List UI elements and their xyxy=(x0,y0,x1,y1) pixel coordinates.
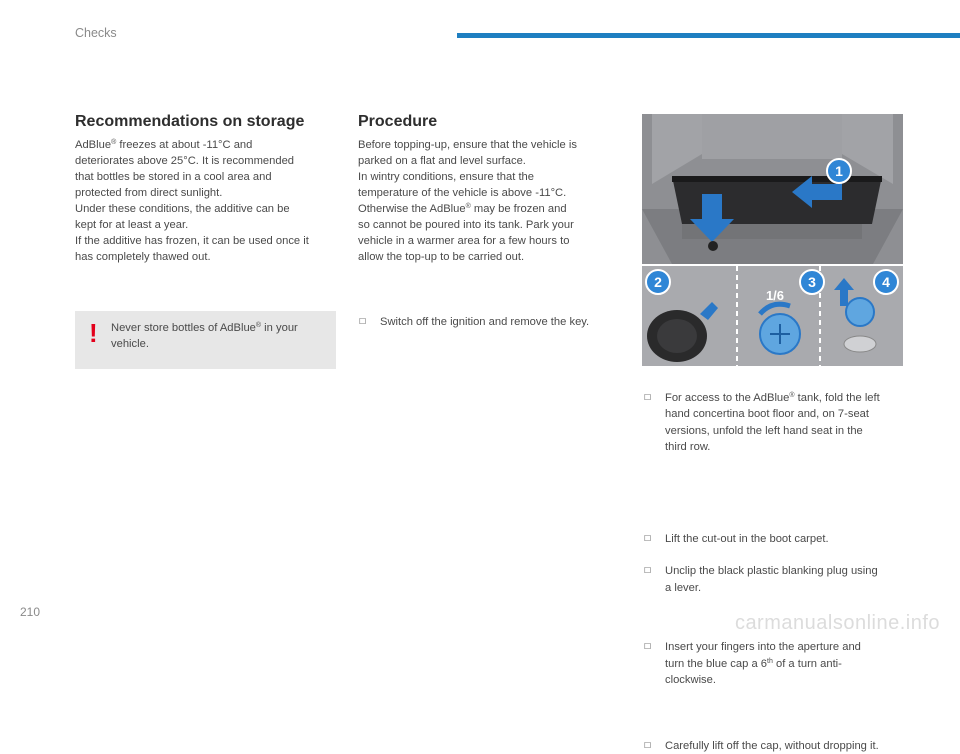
checkbox-icon: ☐ xyxy=(644,563,651,580)
checkbox-icon: ☐ xyxy=(644,390,651,407)
checkbox-icon: ☐ xyxy=(644,738,651,754)
step-lift-cutout: ☐ Lift the cut-out in the boot carpet. xyxy=(643,531,930,548)
warning-box xyxy=(75,311,336,369)
procedure-heading: Procedure xyxy=(358,113,437,131)
chapter-title: Checks xyxy=(75,26,117,40)
step-turn-cap: ☐ Insert your fingers into the aperture and turn the blue cap a 6th of a turn anti- clockwise. xyxy=(643,639,930,689)
svg-text:1: 1 xyxy=(835,163,843,179)
step-lift-cap: ☐ Carefully lift off the cap, without dropping it. xyxy=(643,738,935,754)
checkbox-icon: ☐ xyxy=(644,639,651,656)
procedure-illustration xyxy=(642,114,903,366)
step-switch-off: ☐ Switch off the ignition and remove the key. xyxy=(358,314,650,331)
page-number: 210 xyxy=(20,605,40,619)
svg-text:4: 4 xyxy=(882,274,890,290)
svg-text:3: 3 xyxy=(808,274,816,290)
chapter-bar xyxy=(457,33,960,38)
procedure-intro: Before topping-up, ensure that the vehicle is parked on a flat and level surface. In wintry conditions, ensure that the temperature of the vehicle is above -11°C. Otherwise the AdBlue® may be frozen and so cannot be poured into its tank. Park your vehicle in a warmer area for a few hours to allow the top-up to be carried out. xyxy=(358,137,620,265)
checkbox-icon: ☐ xyxy=(359,314,366,331)
warning-text: Never store bottles of AdBlue® in your vehicle. xyxy=(111,320,326,352)
svg-text:1/6: 1/6 xyxy=(766,288,784,303)
storage-heading: Recommendations on storage xyxy=(75,113,304,131)
step-unclip-plug: ☐ Unclip the black plastic blanking plug using a lever. xyxy=(643,563,930,596)
warning-icon: ! xyxy=(89,317,98,349)
watermark: carmanualsonline.info xyxy=(735,612,940,635)
svg-text:2: 2 xyxy=(654,274,662,290)
storage-text: AdBlue® freezes at about -11°C and deteriorates above 25°C. It is recommended that bottles be stored in a cool area and protected from direct sunlight. Under these conditions, the additive can be kept for at least a year. If the additive has frozen, it can be used once it has completely thawed out. xyxy=(75,137,340,265)
checkbox-icon: ☐ xyxy=(644,531,651,548)
step-access-tank: ☐ For access to the AdBlue® tank, fold the left hand concertina boot floor and, on 7-seat versions, unfold the left hand seat in the third row. xyxy=(643,390,930,456)
